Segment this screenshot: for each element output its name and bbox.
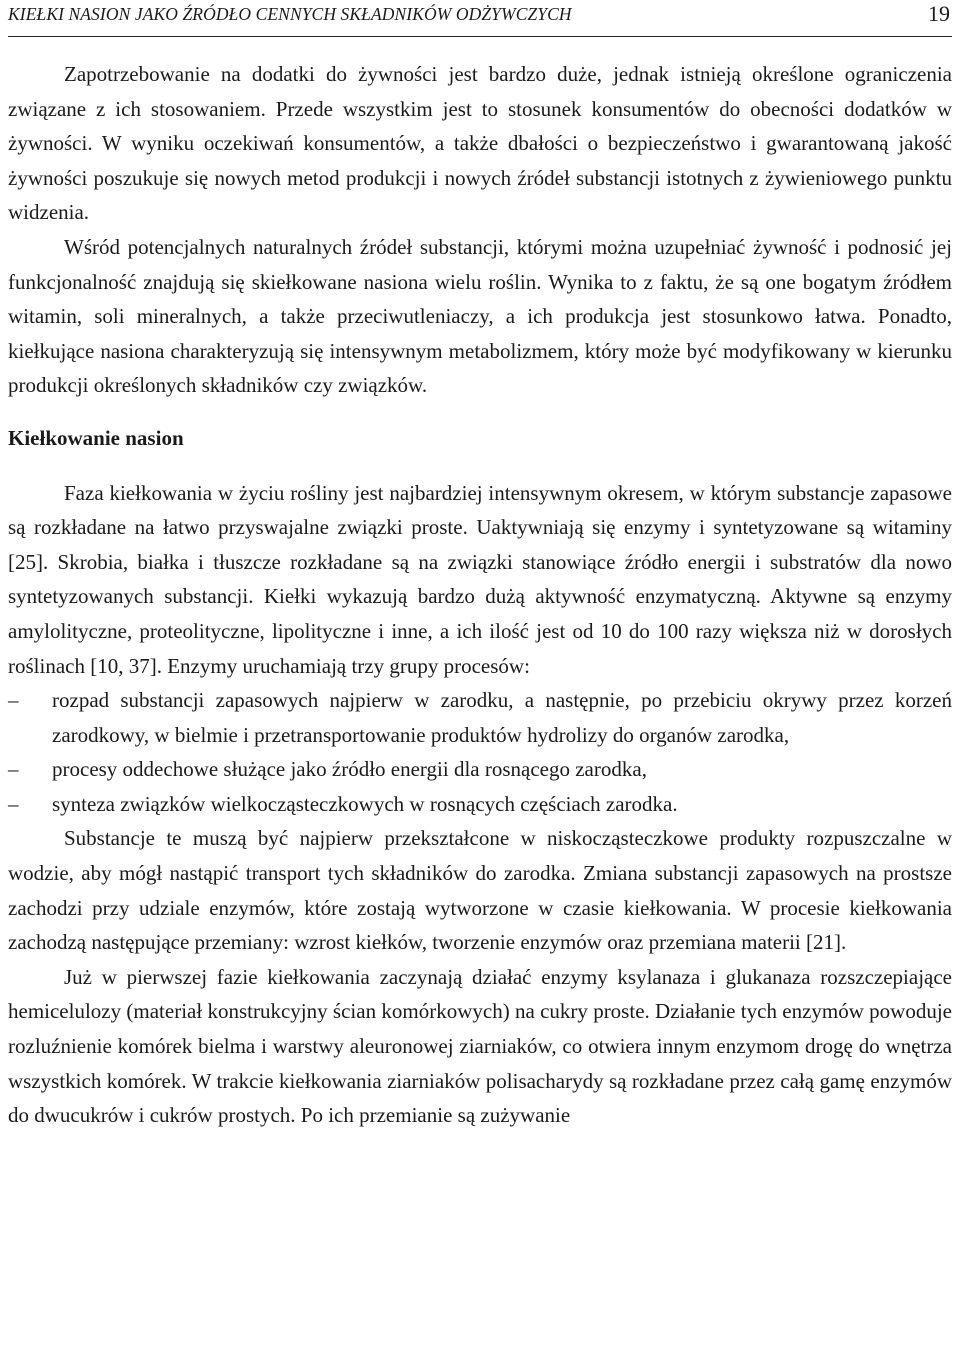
list-item [8,787,952,822]
intro-paragraph-1: Zapotrzebowanie na dodatki do żywności jest bardzo duże, jednak istnieją określone ograniczenia związane z ich stosowaniem. Przede wszystkim jest to stosunek konsumentów do obecności dodatków w żywności. W wyniku oczekiwań konsumentów, a także dbałości o bezpieczeństwo i gwarantowaną jakość żywności poszukuje się nowych metod produkcji i nowych źródeł substancji istotnych z żywieniowego punktu widzenia. [8,62,952,225]
process-list [8,683,952,821]
intro-paragraph-2: Wśród potencjalnych naturalnych źródeł substancji, którymi można uzupełniać żywność i podnosić jej funkcjonalność znajdują się skiełkowane nasiona wielu roślin. Wynika to z faktu, że są one bogatym źródłem witamin, soli mineralnych, a także przeciwutleniaczy, a ich produkcja jest stosunkowo łatwa. Ponadto, kiełkujące nasiona charakteryzują się intensywnym metabolizmem, który może być modyfikowany w kierunku produkcji określonych składników czy związków. [8,234,952,398]
list-item [8,752,952,787]
section-paragraph-3: Już w pierwszej fazie kiełkowania zaczynają działać enzymy ksylanaza i glukanaza rozszczepiające hemicelulozy (materiał konstrukcyjny ścian komórkowych) na cukry proste. Działanie tych enzymów powoduje rozluźnienie komórek bielma i warstwy aleuronowej ziarniaków, co otwiera innym enzymom drogę do wnętrza wszystkich komórek. W trakcie kiełkowania ziarniaków polisacharydy są rozkładane przez całą gamę enzymów do dwucukrów i cukrów prostych. Po ich przemianie są zużywanie [8,964,952,1128]
document-page [8,0,952,1133]
section-paragraph-1: Faza kiełkowania w życiu rośliny jest najbardziej intensywnym okresem, w którym substancje zapasowe są rozkładane na łatwo przyswajalne związki proste. Uaktywniają się enzymy i syntetyzowane są witaminy [25]. Skrobia, białka i tłuszcze rozkładane są na związki stanowiące źródło energii i substratów dla nowo syntetyzowanych substancji. Kiełki wykazują bardzo dużą aktywność enzymatyczną. Aktywne są enzymy amylolityczne, proteolityczne, lipolityczne i inne, a ich ilość jest od 10 do 100 razy większa niż w dorosłych roślinach [10, 37]. Enzymy uruchamiają trzy grupy procesów: [8,480,952,678]
running-title: KIEŁKI NASION JAKO ŹRÓDŁO CENNYCH SKŁADNIKÓW ODŻYWCZYCH [8,4,572,24]
running-header [8,0,952,37]
list-item-text: rozpad substancji zapasowych najpierw w zarodku, a następnie, po przebiciu okrywy przez korzeń zarodkowy, w bielmie i przetransportowanie produktów hydrolizy do organów zarodka, [52,688,952,747]
list-dash: – [8,688,19,713]
list-dash: – [8,757,19,782]
section-heading: Kiełkowanie nasion [8,425,184,450]
section-paragraph-2: Substancje te muszą być najpierw przekształcone w niskocząsteczkowe produkty rozpuszczalne w wodzie, aby mógł nastąpić transport tych składników do zarodka. Zmiana substancji zapasowych na prostsze zachodzi przy udziale enzymów, które zostają wytworzone w czasie kiełkowania. W procesie kiełkowania zachodzą następujące przemiany: wzrost kiełków, tworzenie enzymów oraz przemiana materii [21]. [8,826,952,955]
list-dash: – [8,791,19,816]
list-item-text: procesy oddechowe służące jako źródło energii dla rosnącego zarodka, [52,757,647,782]
page-number: 19 [928,1,950,26]
list-item-text: synteza związków wielkocząsteczkowych w rosnących częściach zarodka. [52,791,678,816]
intro-section [8,57,952,403]
germination-section [8,421,952,1133]
list-item [8,683,952,752]
